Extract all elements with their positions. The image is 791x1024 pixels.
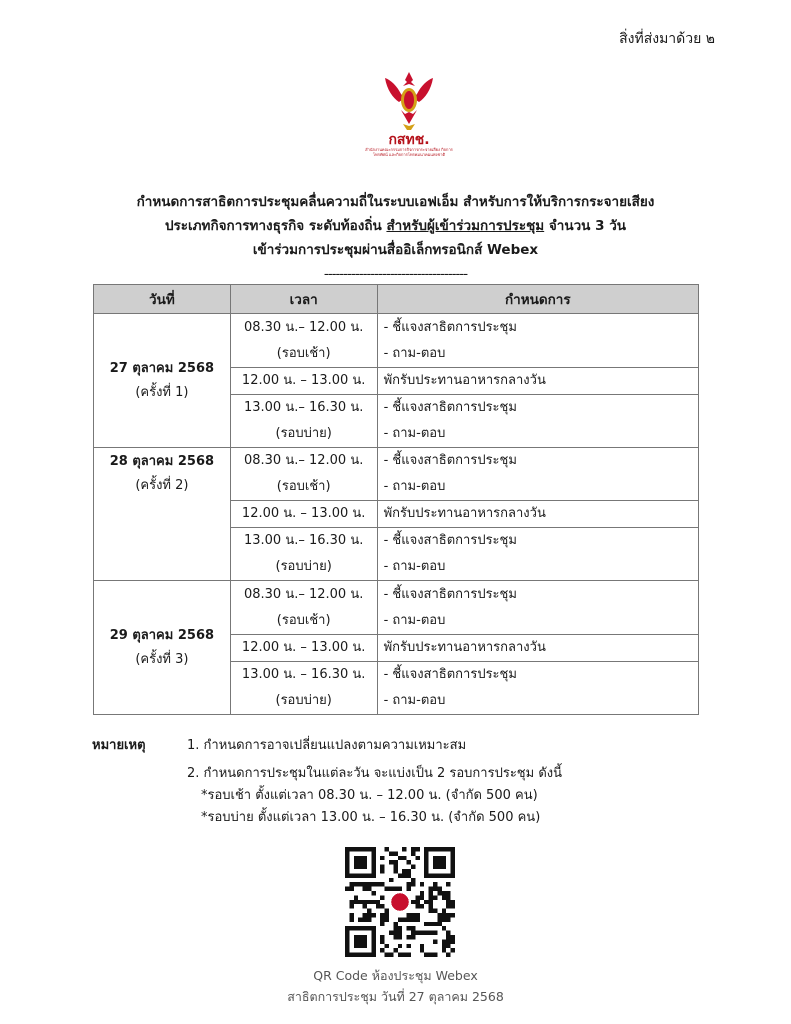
agenda-item: - ถาม-ตอบ xyxy=(383,612,446,628)
title-line-2-underlined: สำหรับผู้เข้าร่วมการประชุม xyxy=(386,218,545,234)
day-cell xyxy=(94,314,231,448)
time-range: 08.30 น.– 12.00 น. xyxy=(243,586,364,602)
nbtc-logo xyxy=(364,68,454,160)
time-cell xyxy=(230,314,377,368)
agenda-cell xyxy=(377,395,698,448)
qr-caption-line-2: สาธิตการประชุม วันที่ 27 ตุลาคม 2568 xyxy=(287,989,504,1004)
agenda-item: - ชี้แจงสาธิตการประชุม xyxy=(383,533,517,548)
header-agenda: กำหนดการ xyxy=(377,285,698,314)
time-cell: 12.00 น. – 13.00 น. xyxy=(230,501,377,528)
day-session: (ครั้งที่ 1) xyxy=(135,384,189,400)
time-label: (รอบเช้า) xyxy=(276,612,331,628)
agenda-cell xyxy=(377,528,698,581)
agenda-item: - ชี้แจงสาธิตการประชุม xyxy=(383,586,517,602)
time-range: 08.30 น.– 12.00 น. xyxy=(243,453,364,468)
agenda-item: - ชี้แจงสาธิตการประชุม xyxy=(383,319,517,335)
day-date: 28 ตุลาคม 2568 xyxy=(109,454,215,469)
attachment-label: สิ่งที่ส่งมาด้วย ๒ xyxy=(619,31,715,47)
day-cell xyxy=(94,581,231,715)
note-sub-morning: *รอบเช้า ตั้งแต่เวลา 08.30 น. – 12.00 น. (จำกัด 500 คน) xyxy=(201,788,538,803)
agenda-item: - ถาม-ตอบ xyxy=(383,559,446,574)
table-row xyxy=(94,314,699,368)
day-date: 27 ตุลาคม 2568 xyxy=(109,360,215,376)
schedule-table xyxy=(93,284,699,715)
garuda-emblem-icon xyxy=(381,68,437,132)
title-divider: ------------------------------------- xyxy=(323,266,468,282)
agenda-item: - ชี้แจงสาธิตการประชุม xyxy=(383,453,517,468)
agenda-item: - ถาม-ตอบ xyxy=(383,426,446,441)
time-cell xyxy=(230,395,377,448)
document-title xyxy=(0,190,791,286)
time-range: 13.00 น. – 16.30 น. xyxy=(241,667,366,682)
title-line-2-suffix: จำนวน 3 วัน xyxy=(544,218,627,234)
time-label: (รอบบ่าย) xyxy=(275,693,332,708)
agenda-item: - ชี้แจงสาธิตการประชุม xyxy=(383,667,517,682)
time-cell xyxy=(230,662,377,715)
agenda-cell xyxy=(377,314,698,368)
time-cell xyxy=(230,448,377,501)
agenda-item: - ถาม-ตอบ xyxy=(383,479,446,494)
agenda-cell: พักรับประทานอาหารกลางวัน xyxy=(377,635,698,662)
note-sub-afternoon: *รอบบ่าย ตั้งแต่เวลา 13.00 น. – 16.30 น. (จำกัด 500 คน) xyxy=(201,810,541,825)
agenda-item: - ถาม-ตอบ xyxy=(383,345,446,361)
qr-caption xyxy=(0,965,791,1007)
day-cell xyxy=(94,448,231,581)
agenda-cell xyxy=(377,448,698,501)
header-time: เวลา xyxy=(230,285,377,314)
agenda-item: - ชี้แจงสาธิตการประชุม xyxy=(383,400,517,415)
logo-brand: กสทช. xyxy=(388,132,430,148)
title-line-3: เข้าร่วมการประชุมผ่านสื่ออิเล็กทรอนิกส์ Webex xyxy=(252,242,539,258)
agenda-cell: พักรับประทานอาหารกลางวัน xyxy=(377,501,698,528)
table-row xyxy=(94,448,699,501)
agenda-cell xyxy=(377,581,698,635)
header-date: วันที่ xyxy=(94,285,231,314)
title-line-2-prefix: ประเภทกิจการทางธุรกิจ ระดับท้องถิ่น xyxy=(164,218,387,234)
title-line-1: กำหนดการสาธิตการประชุมคลื่นความถี่ในระบบเอฟเอ็ม สำหรับการให้บริการกระจายเสียง xyxy=(136,194,655,210)
agenda-cell xyxy=(377,662,698,715)
day-session: (ครั้งที่ 3) xyxy=(135,651,189,667)
webex-qr-code[interactable] xyxy=(345,847,455,957)
time-range: 13.00 น.– 16.30 น. xyxy=(243,400,364,415)
time-label: (รอบบ่าย) xyxy=(275,426,332,441)
agenda-item: - ถาม-ตอบ xyxy=(383,693,446,708)
note-item-2: 2. กำหนดการประชุมในแต่ละวัน จะแบ่งเป็น 2 รอบการประชุม ดังนี้ xyxy=(187,766,563,781)
day-date: 29 ตุลาคม 2568 xyxy=(109,627,215,643)
notes-label: หมายเหตุ xyxy=(92,738,146,753)
time-cell xyxy=(230,528,377,581)
day-session: (ครั้งที่ 2) xyxy=(135,478,189,493)
agenda-cell: พักรับประทานอาหารกลางวัน xyxy=(377,368,698,395)
logo-subtitle: สำนักงานคณะกรรมการกิจการกระจายเสียง กิจการโทรทัศน์ และกิจการโทรคมนาคมแห่งชาติ xyxy=(365,147,453,157)
time-cell xyxy=(230,581,377,635)
table-row xyxy=(94,581,699,635)
time-label: (รอบเช้า) xyxy=(276,479,331,494)
time-cell: 12.00 น. – 13.00 น. xyxy=(230,368,377,395)
time-cell: 12.00 น. – 13.00 น. xyxy=(230,635,377,662)
note-item-1: 1. กำหนดการอาจเปลี่ยนแปลงตามความเหมาะสม xyxy=(187,738,467,753)
title-line-2 xyxy=(0,214,791,238)
time-range: 13.00 น.– 16.30 น. xyxy=(243,533,364,548)
qr-caption-line-1: QR Code ห้องประชุม Webex xyxy=(313,968,478,983)
time-label: (รอบบ่าย) xyxy=(275,559,332,574)
table-header-row xyxy=(94,285,699,314)
time-label: (รอบเช้า) xyxy=(276,345,331,361)
time-range: 08.30 น.– 12.00 น. xyxy=(243,319,364,335)
